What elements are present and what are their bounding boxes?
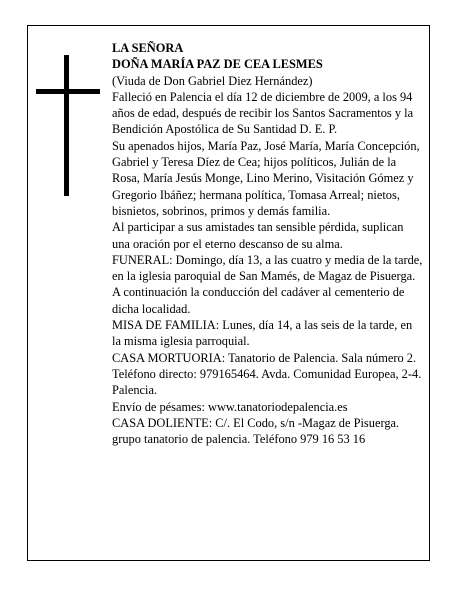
footer-info: grupo tanatorio de palencia. Teléfono 979 16 53 16 [112,432,366,447]
family-mass-info: MISA DE FAMILIA: Lunes, día 14, a las seis de la tarde, en la misma iglesia parroquial. [112,318,413,349]
cross-icon [36,55,100,196]
house-info: CASA DOLIENTE: C/. El Codo, s/n -Magaz de Pisuerga. [112,415,400,430]
family-list: Su apenados hijos, María Paz, José María, María Concepción, Gabriel y Teresa Díez de Cea; hijos políticos, Julián de la Rosa, María Jesús Monge, Lino Merino, Visitación Gómez y Gregorio Ibáñez; hermana política, Tomasa Arreal; nietos, bisnietos, sobrinos, primos y demás familia. [112,138,420,218]
condolences-info: Envío de pésames: www.tanatoriodepalencia.es [112,399,348,414]
death-notice: Falleció en Palencia el día 12 de diciembre de 2009, a los 94 años de edad, después de recibir los Santos Sacramentos y la Bendición Apostólica de Su Santidad D. E. P. [112,89,414,137]
obituary-text [112,40,424,447]
title-line-1: LA SEÑORA [112,41,184,55]
mortuary-info: CASA MORTUORIA: Tanatorio de Palencia. Sala número 2. Teléfono directo: 979165464. Avda. Comunidad Europea, 2-4. Palencia. [112,350,422,398]
funeral-info: FUNERAL: Domingo, día 13, a las cuatro y media de la tarde, en la iglesia paroquial de San Mamés, de Magaz de Pisuerga. A continuación la conducción del cadáver al cementerio de dicha localidad. [112,252,423,316]
prayer-request: Al participar a sus amistades tan sensible pérdida, suplican una oración por el eterno descanso de su alma. [112,220,404,251]
cross-horizontal-bar [36,89,100,94]
widow-of: (Viuda de Don Gabriel Diez Hernández) [112,73,313,88]
cross-vertical-bar [64,55,69,196]
deceased-name: DOÑA MARÍA PAZ DE CEA LESMES [112,57,323,72]
